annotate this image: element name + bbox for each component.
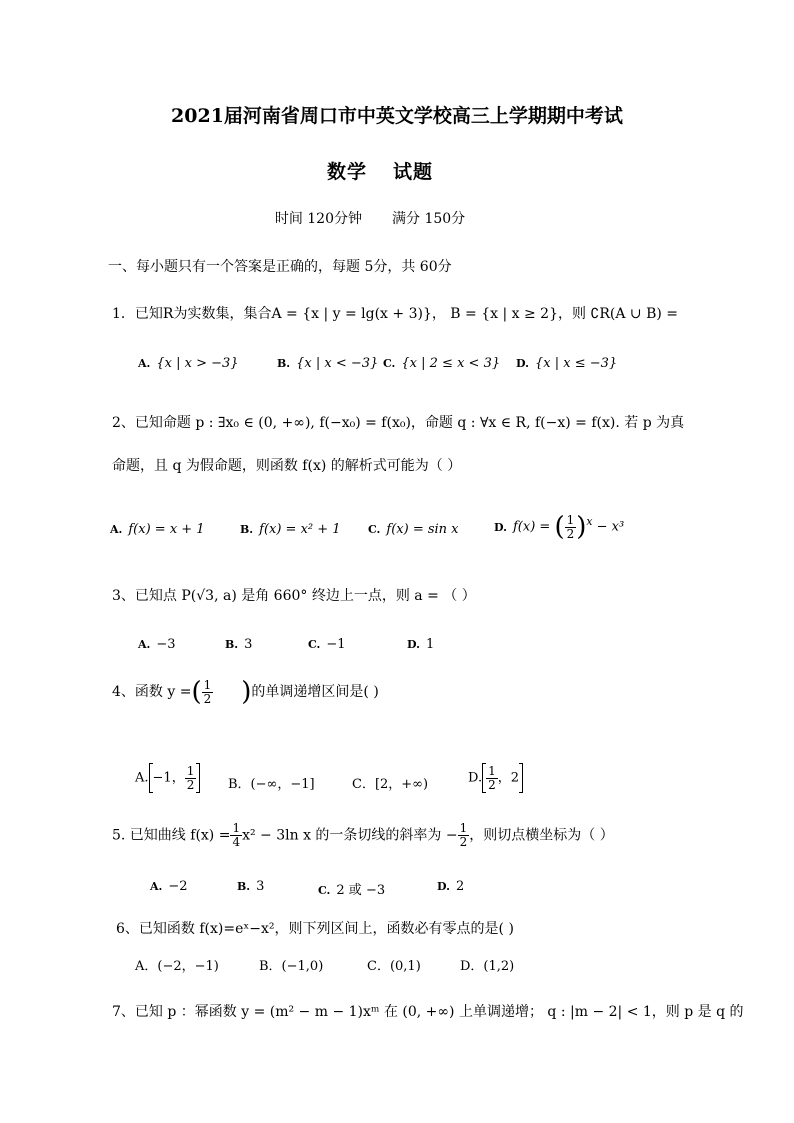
q1-option-a: A. {x | x > −3} bbox=[138, 356, 239, 371]
q4-option-a: A. −1， $\frac{1}{2}$ bbox=[135, 763, 200, 793]
question-6: 6、已知函数 f(x)=eˣ−x²，则下列区间上，函数必有零点的是( ) bbox=[116, 921, 514, 937]
q3-option-c: C. −1 bbox=[308, 637, 346, 652]
q6-option-b: B．(−1,0) bbox=[259, 959, 324, 974]
q1-option-d: D. {x | x ≤ −3} bbox=[516, 356, 618, 371]
fraction: $\frac{1}{2}$ bbox=[566, 512, 575, 541]
exam-title: 2021届河南省周口市中英文学校高三上学期期中考试 bbox=[171, 105, 623, 127]
question-7: 7、已知 p ：幂函数 y = (m² − m − 1)xᵐ 在 (0, +∞) 上单调递增； q : |m − 2| < 1，则 p 是 q 的 bbox=[112, 1004, 744, 1020]
q3-option-d: D. 1 bbox=[407, 637, 435, 652]
q6-option-a: A．(−2，−1) bbox=[135, 959, 219, 974]
exam-time: 时间 120分钟 bbox=[274, 211, 362, 227]
fraction: $\frac{1}{2}$ bbox=[488, 763, 496, 792]
q5-option-c: C. 2 或 −3 bbox=[318, 883, 386, 898]
q2-option-c: C. f(x) = sin x bbox=[368, 522, 459, 537]
q3-option-a: A. −3 bbox=[138, 637, 176, 652]
subject-label: 数学 bbox=[326, 161, 367, 183]
q1-option-b: B. {x | x < −3} bbox=[277, 356, 379, 371]
question-5: 5. 已知曲线 f(x) = $\frac{1}{4}$ x² − 3ln x 的一条切线的斜率为 − $\frac{1}{2}$ ，则切点横坐标为（ ） bbox=[112, 821, 614, 849]
exam-subtitle bbox=[0, 157, 760, 184]
q2-option-b: B. f(x) = x² + 1 bbox=[240, 522, 341, 537]
q4-option-d: D. $\frac{1}{2}$ ，2 bbox=[468, 763, 523, 793]
question-3: 3、已知点 P(√3, a) 是角 660° 终边上一点，则 a = （ ） bbox=[112, 588, 476, 604]
q5-option-b: B. 3 bbox=[237, 879, 265, 894]
section-heading: 一、每小题只有一个答案是正确的，每题 5分，共 60分 bbox=[108, 259, 452, 275]
exam-meta bbox=[0, 208, 740, 228]
q1-option-c: C. {x | 2 ≤ x < 3} bbox=[383, 356, 501, 371]
q6-option-c: C．(0,1) bbox=[367, 959, 421, 974]
q4-option-c: C．[2，+∞) bbox=[352, 777, 429, 792]
exam-score: 满分 150分 bbox=[392, 211, 466, 227]
question-4: 4、函数 y =( $\frac{1}{2}$ )的单调递增区间是( ) bbox=[112, 677, 379, 707]
q6-option-d: D．(1,2) bbox=[460, 959, 515, 974]
question-1: 1．已知R为实数集，集合A = {x | y = lg(x + 3)}， B = {x | x ≥ 2}，则 ∁R(A ∪ B) = bbox=[112, 306, 679, 322]
q4-option-b: B．(−∞，−1] bbox=[228, 777, 315, 792]
q2-option-a: A. f(x) = x + 1 bbox=[110, 522, 205, 537]
question-2-line-2: 命题，且 q 为假命题，则函数 f(x) 的解析式可能为（ ） bbox=[112, 458, 462, 474]
q2-option-d: D. f(x) = ( $\frac{1}{2}$ )$^x$ − x³ bbox=[494, 512, 625, 542]
q5-option-d: D. 2 bbox=[437, 879, 465, 894]
question-2-line-1: 2、已知命题 p : ∃x₀ ∈ (0, +∞), f(−x₀) = f(x₀)，命题 q : ∀x ∈ R, f(−x) = f(x). 若 p 为真 bbox=[112, 415, 685, 431]
q3-option-b: B. 3 bbox=[225, 637, 253, 652]
fraction: $\frac{1}{4}$ bbox=[232, 821, 241, 849]
fraction: $\frac{1}{2}$ bbox=[186, 763, 195, 792]
paper-label: 试题 bbox=[393, 161, 434, 183]
fraction: $\frac{1}{2}$ bbox=[203, 677, 212, 706]
fraction: $\frac{1}{2}$ bbox=[459, 821, 468, 849]
q5-option-a: A. −2 bbox=[150, 879, 188, 894]
